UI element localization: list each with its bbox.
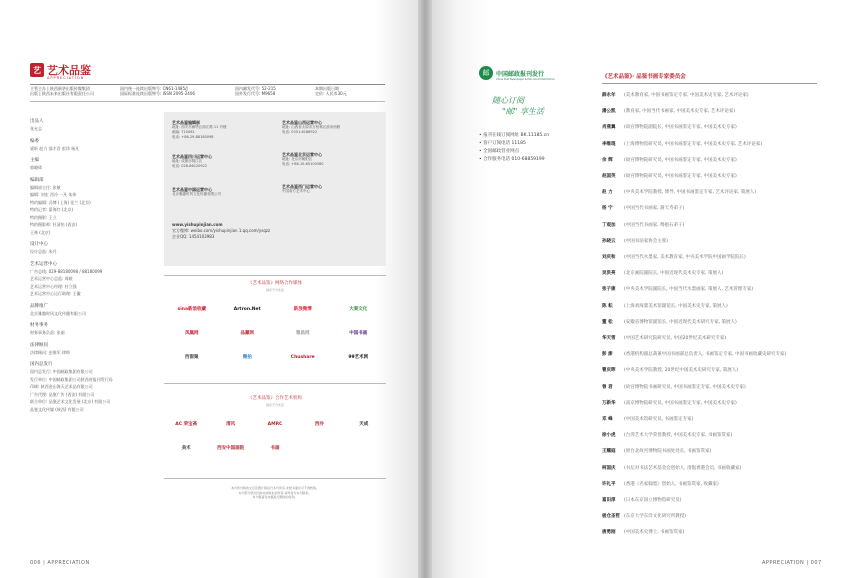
committee-member — [602, 108, 735, 114]
member-description: (教育家, 中国当代书画家, 中国美术史专家, 艺术评论家) — [624, 109, 736, 115]
member-description: (原台北故宫博物院书画处处长, 书画鉴赏家) — [624, 449, 712, 455]
member-description: (书坛对书法艺术基金会创始人, 清翫香港会员, 书画收藏家) — [624, 465, 742, 471]
contact-line: 地址: 山西省太原市万柏林区滨河西路 — [282, 125, 341, 129]
staff-heading: 出品人 — [30, 119, 44, 124]
member-name: 刘庆和 — [602, 255, 616, 260]
committee-member — [602, 465, 741, 471]
fine-print-divider — [164, 478, 386, 479]
website-link[interactable]: www.yishupinjian.com — [172, 222, 223, 227]
staff-value: 艺术运营中心运行助理: 王徽 — [30, 291, 81, 296]
fine-print-line: 本刊所刊载的文章及图片版权归本刊所有,未经书面许可不得转载。 — [231, 486, 319, 490]
contact-title: 艺术品鉴编辑部 — [172, 120, 200, 125]
slogan-line-1: 随心订阅 — [492, 96, 524, 105]
partner-logo[interactable]: 西窗聚 — [185, 355, 199, 360]
member-name: 潘公凯 — [602, 109, 616, 115]
committee-member — [602, 319, 737, 325]
committee-member — [602, 513, 686, 519]
member-name: 许礼平 — [602, 481, 616, 487]
contact-line: 电话: +86-29-88180098 — [172, 135, 214, 139]
staff-heading: 编委 — [30, 138, 39, 144]
fine-print-line: 本刊部分图片因故未能联系到作者,请作者与本刊联系。 — [238, 490, 312, 495]
partner-logo[interactable]: 微拍 — [242, 355, 252, 360]
member-description: (中央美术学院副院长, 中国当代水墨画家, 策展人, 艺术管理专家) — [624, 287, 754, 293]
staff-value: 编辑: 刘宏 西冷 一凡 朱伟 — [30, 192, 77, 197]
magazine-name: 艺术品鉴 — [47, 64, 91, 77]
committee-member — [602, 270, 723, 276]
media-section-subtitle: 排序不分先后 — [265, 288, 284, 292]
member-name: 徐小虎 — [602, 433, 616, 439]
qq-text: 企业QQ: 1454103983 — [172, 234, 215, 239]
fine-print-line: 本刊保留对来稿进行删改的权利。 — [252, 495, 298, 499]
staff-heading: 财务事务 — [30, 323, 48, 328]
committee-member — [602, 351, 786, 357]
staff-value: 北京雅趣时风文化传播有限公司 — [30, 310, 86, 316]
contact-item — [172, 154, 212, 169]
staff-heading: 主编 — [30, 158, 39, 163]
committee-member — [602, 205, 684, 211]
staff-value: 特约编辑: 冯博 (上海) 佳兰 (北京) — [30, 199, 91, 205]
contact-item — [172, 187, 221, 197]
contact-line: 中国南方艺术中心 — [282, 189, 310, 193]
member-name: 彭 澎 — [602, 352, 613, 358]
pub-info-column — [30, 86, 94, 96]
member-description: (中央美术学院教授, 博导, 中国书画鉴定专家, 艺术评论家, 策展人) — [624, 190, 756, 196]
member-description: (中国当代书画家, 蒲天寿弟子) — [624, 206, 685, 212]
partner-logo[interactable]: 书画 — [270, 446, 280, 451]
staff-value: 王林 (北京) — [30, 229, 51, 235]
member-description: (中国艺术研究院研究员, 中国20世纪美术研究专家) — [624, 336, 727, 341]
staff-value: 特约摄影师: 杜清怡 (西安) — [30, 222, 78, 227]
member-description: (故宫博物院书画研究员, 中国书画鉴定专家, 中国美术史专家) — [624, 384, 746, 390]
partner-logo[interactable]: 清风 — [226, 422, 236, 427]
contact-box — [164, 112, 386, 266]
committee-member — [602, 303, 728, 309]
partner-logo[interactable]: 中国书画 — [349, 331, 368, 336]
member-description: (日本东京国立博物馆研究员) — [624, 498, 682, 503]
member-description: (东京大学东洋文化研究所教授) — [624, 514, 687, 520]
staff-value: 广告总线: 029-88180098 / 88180099 — [30, 268, 103, 274]
staff-heading: 国内总发行 — [30, 362, 53, 367]
org-section-title: 《艺术品鉴》合作艺术机构 — [248, 396, 302, 401]
contact-title: 艺术品鉴四川运营中心 — [172, 154, 212, 159]
contact-title: 艺术品鉴中国运营中心 — [172, 187, 212, 192]
fine-print — [175, 486, 375, 500]
partner-logo[interactable]: 西泠 — [314, 422, 324, 427]
committee-member — [602, 286, 753, 292]
member-description: (上海刘海粟美术馆副馆长, 中国美术史专家, 策展人) — [624, 303, 728, 309]
partner-logo[interactable]: 天成 — [359, 422, 369, 427]
staff-heading: 品牌推广 — [30, 303, 48, 309]
committee-member — [602, 222, 684, 228]
org-divider — [164, 383, 386, 384]
committee-member — [602, 497, 682, 503]
staff-heading: 设计中心 — [30, 242, 48, 247]
member-name: 吴洪亮 — [602, 271, 616, 277]
member-name: 张子康 — [602, 287, 616, 293]
subscription-line: • 报刊在线订阅网址 BK.11185.cn — [479, 133, 550, 138]
staff-value: 编辑部主任: 张敏 — [30, 184, 61, 190]
member-name: 柯国庆 — [602, 465, 616, 471]
contact-line: 邮编: 710061 — [172, 130, 195, 134]
contact-item — [282, 120, 340, 135]
member-description: (故宫博物院研究员, 中国书画鉴定专家, 中国美术史专家) — [624, 174, 737, 179]
staff-value: 财务事务负责: 张丽 — [30, 330, 65, 335]
subscription-line: • 客户订阅电话 11185 — [479, 141, 526, 146]
china-post-name: 中国邮政报刊发行 — [496, 70, 545, 78]
subscription-info — [479, 132, 549, 164]
committee-member — [602, 481, 719, 487]
committee-member — [602, 529, 684, 535]
contact-line: 北京雅趣时风文化传播有限公司 — [172, 192, 221, 196]
committee-member — [602, 124, 737, 130]
member-name: 邓 峰 — [602, 417, 613, 422]
committee-member — [602, 141, 762, 147]
pub-info-line: 国外发行代号: M9658 — [235, 91, 276, 96]
staff-heading: 编辑部 — [30, 177, 44, 183]
member-name: 肖燕翼 — [602, 125, 616, 131]
member-name: 曹庆晖 — [602, 368, 616, 374]
left-page-number: 006 | APPRECIATION — [30, 560, 90, 566]
pub-info-column — [235, 86, 276, 96]
pub-info-line: 出版 | 陕西未来出版社有限责任公司 — [30, 91, 94, 96]
member-description: (中国美术馆研究员, 书画鉴定专家) — [624, 417, 694, 422]
contact-line: 电话: +86-10-65100360 — [282, 162, 324, 166]
contact-item — [172, 120, 226, 140]
member-name: 唐勇刚 — [602, 530, 616, 536]
left-page — [0, 0, 418, 578]
subscription-line: • 合作服务电话 010-68859199 — [479, 157, 545, 162]
member-name: 板仓圣哲 — [602, 514, 620, 520]
committee-member — [602, 448, 711, 454]
pub-info-column — [120, 86, 195, 96]
committee-member — [602, 367, 738, 373]
contact-title: 艺术品鉴北京运营中心 — [282, 152, 322, 157]
staff-list — [30, 112, 150, 412]
committee-title: 《艺术品鉴》· 品鉴书画专家委员会 — [602, 74, 686, 80]
member-description: (南京博物院研究员, 中国书画鉴定专家, 中国美术史专家) — [624, 400, 737, 406]
pub-info-line: 主管主办 | 陕西新华出版传媒集团 — [30, 86, 90, 91]
committee-member — [602, 416, 693, 422]
member-name: 曾 君 — [602, 384, 613, 390]
subscription-line: • 全国邮政营业网点 — [479, 149, 520, 154]
partner-logo[interactable]: 西安中国画院 — [217, 446, 245, 451]
contact-line: 地址: 西安市雁塔区曲江路 11 号楼 — [172, 125, 227, 129]
member-name: 陈 耘 — [602, 303, 613, 309]
member-name: 赵国英 — [602, 174, 616, 179]
contact-line: 地址: 成都市锦江区 — [172, 159, 203, 163]
staff-value: 艺术运营中心总监: 周媛 — [30, 276, 73, 281]
committee-member — [602, 400, 737, 406]
committee-member — [602, 432, 732, 438]
china-post-icon: 邮 — [479, 66, 493, 80]
pub-info-column — [315, 86, 347, 96]
slogan-line-2: "邮" 享生活 — [502, 107, 544, 116]
staff-value: 国内总发行: 中国邮政集团有限公司 — [30, 369, 93, 374]
member-name: 杨 宁 — [602, 206, 613, 212]
partner-logo[interactable]: AMRC — [267, 421, 283, 427]
staff-value: 张允志 — [30, 126, 42, 131]
right-page-number: APPRECIATION | 007 — [762, 560, 822, 566]
staff-heading: 艺术运营中心 — [30, 261, 57, 267]
member-description: (香港机构副总裁兼中国书画部总负责人, 书画鉴定专家, 中国书画收藏史研究专家) — [624, 352, 787, 358]
staff-value: 联合单位: 品鉴艺术文化发展 (北京) 有限公司 — [30, 399, 111, 404]
staff-value: 设计总监: 朱丹 — [30, 249, 57, 254]
partner-logo[interactable]: 新浪微博 — [293, 307, 312, 312]
member-name: 薛永年 — [602, 93, 616, 98]
contact-line: 电话: 0351-6168922 — [282, 130, 318, 134]
staff-heading: 法律顾问 — [30, 342, 48, 348]
contact-title: 艺术品鉴西门运营中心 — [282, 184, 322, 189]
member-description: (安徽省博物馆副馆长, 中国近现代美术研究专家, 策展人) — [624, 319, 737, 325]
member-description: (北京画院副院长, 中国近现代美术史专家, 策展人) — [624, 271, 724, 277]
member-name: 王耀庭 — [602, 449, 616, 455]
book-gutter — [418, 0, 432, 578]
weibo-link[interactable]: 官方微博: weibo.com/yishupinjian 1.qq.com/ysqzz — [172, 228, 271, 233]
right-page — [432, 0, 850, 578]
pub-info-line: 国内统一连续出版物号: CN61-1485/J — [120, 86, 188, 91]
partner-logo[interactable]: Artron.Net — [233, 306, 261, 312]
member-name: 孙晓云 — [602, 238, 616, 244]
member-description: (故宫博物院副院长, 中国书画鉴定专家, 中国美术史专家) — [624, 125, 737, 131]
member-name: 万新华 — [602, 400, 616, 406]
header-rule-2 — [30, 101, 385, 102]
partner-logo[interactable]: Chushare — [290, 354, 315, 360]
member-description: (中国书法家协会主席) — [624, 238, 669, 244]
contact-line: 地址: 北京市朝阳区 — [282, 157, 313, 161]
member-description: (中国当代书画家, 傅抱石弟子) — [624, 222, 685, 228]
magazine-english-name: APPRECIATION — [47, 76, 85, 80]
member-name: 富田淳 — [602, 498, 616, 503]
china-post-english: China Post Newspaper & Periodical Distribution — [496, 78, 555, 81]
logo-mark-icon: 艺 — [30, 63, 44, 77]
committee-member — [602, 254, 746, 260]
member-name: 赵 力 — [602, 190, 613, 196]
committee-rule — [602, 83, 817, 84]
media-section-title: 《艺术品鉴》网络合作媒体 — [248, 281, 302, 286]
member-name: 丁观加 — [602, 222, 616, 228]
committee-member — [602, 173, 737, 179]
pub-info-line: 国内邮发代号: 52-215 — [235, 86, 276, 91]
contact-web — [172, 222, 270, 240]
committee-member — [602, 157, 737, 163]
staff-value: 广告代理: 品鉴广告 (西安) 有限公司 — [30, 391, 95, 397]
staff-value: 印刷: 陕西金山海天艺术品有限公司 — [30, 384, 93, 389]
pub-info-line: 国际标准连续出版物号: ISSN 2095-2406 — [120, 91, 195, 96]
contact-item — [282, 152, 323, 167]
staff-value: 郭晓璋 — [30, 165, 42, 170]
committee-member — [602, 189, 756, 195]
media-divider — [164, 275, 386, 276]
slogan — [492, 95, 544, 117]
partner-logo[interactable]: AC 荣宝斋 — [175, 422, 198, 427]
staff-value: 法律顾问: 史维军 律师 — [30, 349, 70, 355]
committee-member — [602, 238, 668, 244]
member-description: (中国当代水墨家, 美术教育家, 中央美术学院中国画学院院长) — [624, 255, 746, 260]
member-description: (中国美术史博士, 书画鉴赏家) — [624, 530, 685, 536]
member-description: (故宫博物院研究员, 中国书画鉴定专家, 中国美术史专家) — [624, 157, 737, 163]
committee-member — [602, 335, 726, 341]
staff-value: 品鉴文化传媒 (陕西) 有限公司 — [30, 406, 84, 412]
member-name: 华天雪 — [602, 336, 616, 341]
member-name: 李维琨 — [602, 141, 616, 147]
contact-item — [282, 184, 322, 194]
partner-logo[interactable]: 99艺术网 — [348, 355, 369, 360]
member-description: (香港《名家翰墨》创始人, 书画鉴赏家, 收藏家) — [624, 481, 719, 487]
member-description: (中央美术学院教授, 20世纪中国美术史研究专家, 策展人) — [624, 368, 738, 374]
committee-member — [602, 384, 746, 390]
header-rule — [30, 84, 385, 85]
contact-title: 艺术品鉴山西运营中心 — [282, 120, 322, 125]
staff-value: 特约记者: 蒙海红 (北京) — [30, 207, 74, 212]
member-name: 余 辉 — [602, 157, 613, 163]
staff-value: 发行单位: 中国邮政集团公司陕西省报刊发行局 — [30, 376, 113, 382]
publication-info — [30, 86, 385, 100]
staff-value: 艺术运营中心经理: 杜立强 — [30, 283, 77, 289]
partner-logo[interactable]: sina新浪收藏 — [177, 307, 206, 312]
staff-value: 梁昕 赵力 邵才君 彭玮 杨凡 — [30, 145, 80, 151]
member-description: (台湾艺术大学荣誉教授, 中国美术史专家, 书画鉴赏家) — [624, 433, 733, 439]
org-section-subtitle: 排序不分先后 — [265, 403, 284, 407]
pub-info-line: 本期出版日期 — [315, 86, 339, 91]
member-description: (上海博物馆研究员, 中国书画鉴定专家, 中国美术史专家, 艺术评论家) — [624, 141, 763, 147]
member-name: 董 松 — [602, 319, 613, 325]
partner-logo[interactable]: 美术 — [181, 446, 191, 451]
contact-line: 电话: 028-86120922 — [172, 164, 208, 168]
member-description: (美术教育家, 中国书画鉴定专家, 中国美术史专家, 艺术评论家) — [624, 93, 749, 98]
partner-logo[interactable]: 凤凰网 — [185, 331, 199, 336]
pub-info-line: 定价: 人民币30元 — [315, 91, 347, 96]
committee-member — [602, 92, 749, 98]
partner-logo[interactable]: 大秦文化 — [349, 307, 368, 312]
partner-logo[interactable]: 雅昌网 — [296, 331, 310, 336]
partner-logo[interactable]: 品藏网 — [240, 331, 254, 336]
staff-value: 特约摄影: 王立 — [30, 214, 57, 220]
